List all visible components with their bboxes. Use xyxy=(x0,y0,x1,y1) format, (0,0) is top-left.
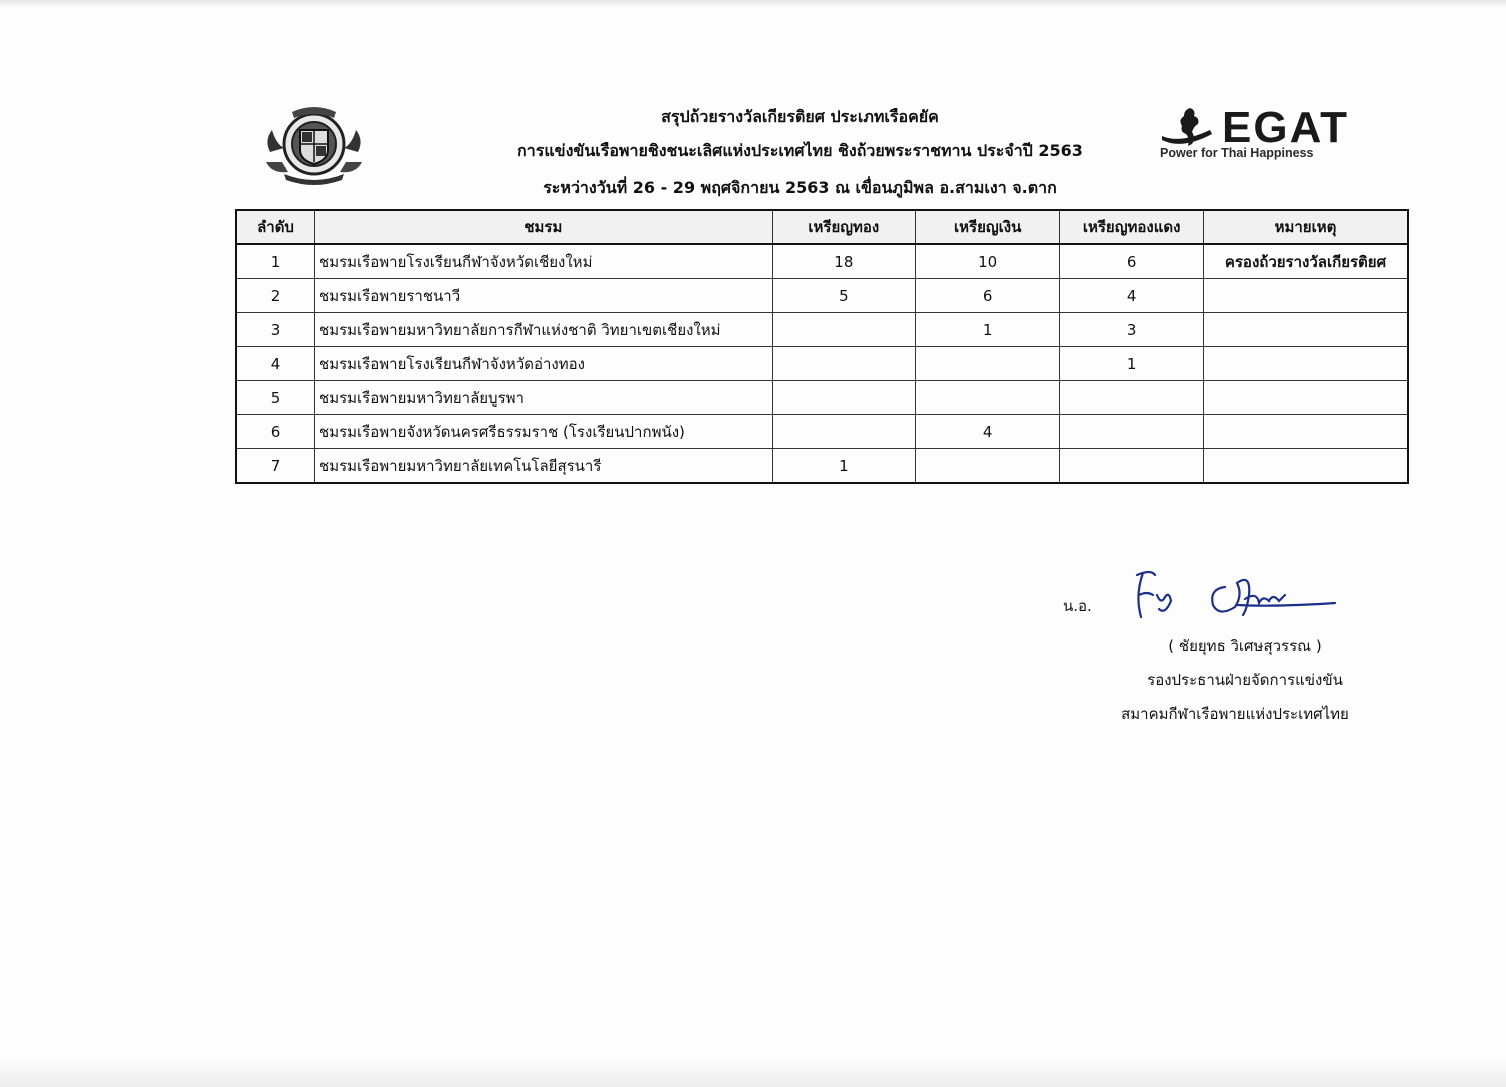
thailand-map-icon xyxy=(1160,106,1220,148)
table-row xyxy=(236,381,1408,415)
table-row xyxy=(236,313,1408,347)
signatory-organization: สมาคมกีฬาเรือพายแห่งประเทศไทย xyxy=(1121,705,1349,723)
handwritten-signature xyxy=(1125,565,1340,630)
bronze-cell xyxy=(1060,449,1204,484)
club-cell: ชมรมเรือพายมหาวิทยาลัยบูรพา xyxy=(315,381,773,415)
competition-dates-venue: ระหว่างวันที่ 26 - 29 พฤศจิกายน 2563 ณ เขื่อนภูมิพล อ.สามเงา จ.ตาก xyxy=(543,178,1057,197)
egat-wordmark: EGAT xyxy=(1222,103,1349,152)
rank-cell: 5 xyxy=(236,381,315,415)
gold-cell xyxy=(772,347,915,381)
table-row xyxy=(236,449,1408,484)
column-header-bronze: เหรียญทองแดง xyxy=(1060,210,1204,244)
rank-cell: 4 xyxy=(236,347,315,381)
club-cell: ชมรมเรือพายโรงเรียนกีฬาจังหวัดเชียงใหม่ xyxy=(315,244,773,279)
gold-cell: 1 xyxy=(772,449,915,484)
column-header-rank: ลำดับ xyxy=(236,210,315,244)
gold-cell xyxy=(772,415,915,449)
rank-cell: 6 xyxy=(236,415,315,449)
silver-cell xyxy=(916,449,1060,484)
document-title: สรุปถ้วยรางวัลเกียรติยศ ประเภทเรือคยัค xyxy=(661,107,939,126)
club-cell: ชมรมเรือพายมหาวิทยาลัยการกีฬาแห่งชาติ วิทยาเขตเชียงใหม่ xyxy=(315,313,773,347)
club-cell: ชมรมเรือพายมหาวิทยาลัยเทคโนโลยีสุรนารี xyxy=(315,449,773,484)
club-cell: ชมรมเรือพายราชนาวี xyxy=(315,279,773,313)
table-row xyxy=(236,244,1408,279)
table-body xyxy=(236,244,1408,483)
bronze-cell: 3 xyxy=(1060,313,1204,347)
gold-cell xyxy=(772,381,915,415)
bronze-cell: 1 xyxy=(1060,347,1204,381)
note-cell: ครองถ้วยรางวัลเกียรติยศ xyxy=(1203,244,1408,279)
bronze-cell xyxy=(1060,381,1204,415)
gold-cell: 5 xyxy=(772,279,915,313)
rank-cell: 1 xyxy=(236,244,315,279)
table-row xyxy=(236,279,1408,313)
column-header-silver: เหรียญเงิน xyxy=(916,210,1060,244)
note-cell xyxy=(1203,381,1408,415)
association-emblem xyxy=(262,100,366,186)
note-cell xyxy=(1203,347,1408,381)
table-header xyxy=(236,210,1408,244)
competition-name: การแข่งขันเรือพายชิงชนะเลิศแห่งประเทศไทย ชิงถ้วยพระราชทาน ประจำปี 2563 xyxy=(517,141,1083,160)
note-cell xyxy=(1203,415,1408,449)
silver-cell: 10 xyxy=(916,244,1060,279)
page-top-edge xyxy=(0,0,1506,8)
silver-cell xyxy=(916,381,1060,415)
table-row xyxy=(236,415,1408,449)
gold-cell: 18 xyxy=(772,244,915,279)
column-header-club: ชมรม xyxy=(315,210,773,244)
column-header-note: หมายเหตุ xyxy=(1203,210,1408,244)
egat-logo xyxy=(1158,104,1382,166)
rank-cell: 2 xyxy=(236,279,315,313)
note-cell xyxy=(1203,313,1408,347)
rank-cell: 3 xyxy=(236,313,315,347)
silver-cell: 4 xyxy=(916,415,1060,449)
table-row xyxy=(236,347,1408,381)
signatory-position: รองประธานฝ่ายจัดการแข่งขัน xyxy=(1147,671,1343,689)
signatory-rank-prefix: น.อ. xyxy=(1063,597,1092,615)
egat-tagline: Power for Thai Happiness xyxy=(1160,146,1314,160)
medal-summary-table xyxy=(235,209,1409,484)
silver-cell xyxy=(916,347,1060,381)
document-title-block xyxy=(470,104,1130,202)
silver-cell: 1 xyxy=(916,313,1060,347)
page-bottom-edge xyxy=(0,1060,1506,1087)
column-header-gold: เหรียญทอง xyxy=(772,210,915,244)
signatory-name: ( ชัยยุทธ วิเศษสุวรรณ ) xyxy=(1168,637,1322,655)
silver-cell: 6 xyxy=(916,279,1060,313)
gold-cell xyxy=(772,313,915,347)
bronze-cell: 6 xyxy=(1060,244,1204,279)
note-cell xyxy=(1203,279,1408,313)
bronze-cell: 4 xyxy=(1060,279,1204,313)
rank-cell: 7 xyxy=(236,449,315,484)
bronze-cell xyxy=(1060,415,1204,449)
club-cell: ชมรมเรือพายจังหวัดนครศรีธรรมราช (โรงเรียนปากพนัง) xyxy=(315,415,773,449)
note-cell xyxy=(1203,449,1408,484)
club-cell: ชมรมเรือพายโรงเรียนกีฬาจังหวัดอ่างทอง xyxy=(315,347,773,381)
table-header-row xyxy=(236,210,1408,244)
